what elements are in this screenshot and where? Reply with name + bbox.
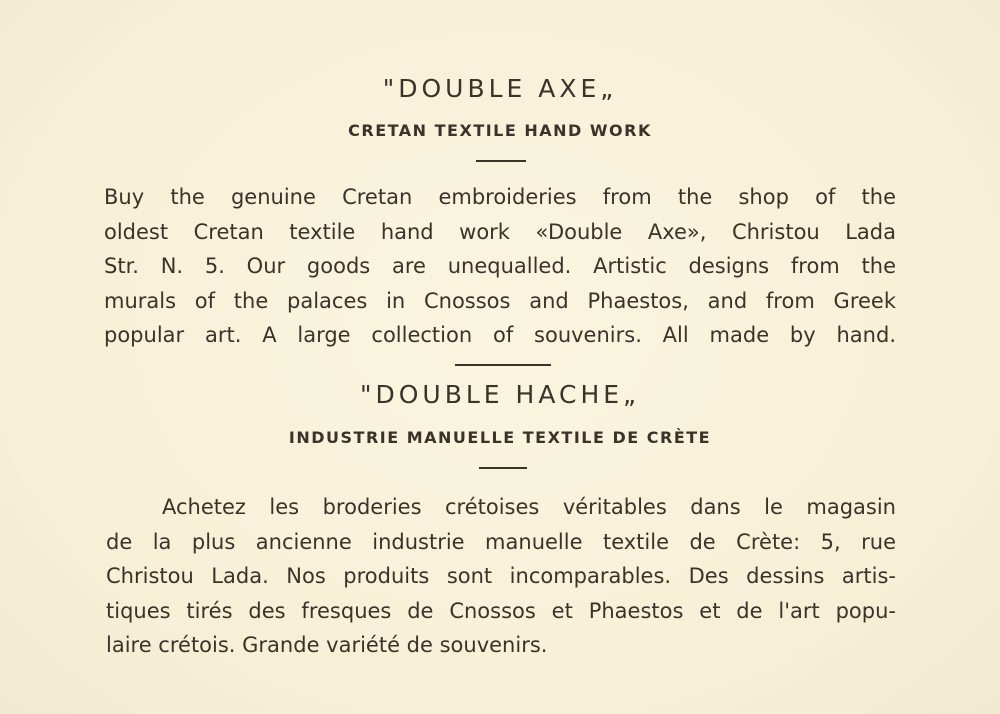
french-subtitle: INDUSTRIE MANUELLE TEXTILE DE CRÈTE [288,428,712,447]
english-subtitle: CRETAN TEXTILE HAND WORK [348,121,652,140]
english-line-2: oldest Cretan textile hand work «Double Axe», Christou Lada [104,219,896,244]
english-line-4: murals of the palaces in Cnossos and Phaestos, and from Greek [104,288,896,313]
english-line-3: Str. N. 5. Our goods are unequalled. Artistic designs from the [104,254,896,278]
french-line-5: laire crétois. Grande variété de souvenirs. [106,633,548,657]
french-title: "DOUBLE HACHE„ [359,380,640,409]
french-paragraph [106,490,896,663]
french-line-2: de la plus ancienne industrie manuelle textile de Crète: 5, rue [106,529,896,554]
english-title: "DOUBLE AXE„ [382,74,618,103]
french-subtitle-rule [479,467,527,469]
english-paragraph [104,180,896,353]
french-line-3: Christou Lada. Nos produits sont incomparables. Des dessins artis- [106,564,896,588]
french-line-1: Achetez les broderies crétoises véritables dans le magasin [162,495,896,519]
french-line-4: tiques tirés des fresques de Cnossos et Phaestos et de l'art popu- [106,598,896,623]
english-line-1: Buy the genuine Cretan embroideries from the shop of the [104,185,896,209]
english-line-5: popular art. A large collection of souvenirs. All made by hand. [104,323,896,347]
section-divider-rule [455,364,551,366]
english-subtitle-rule [476,160,526,162]
